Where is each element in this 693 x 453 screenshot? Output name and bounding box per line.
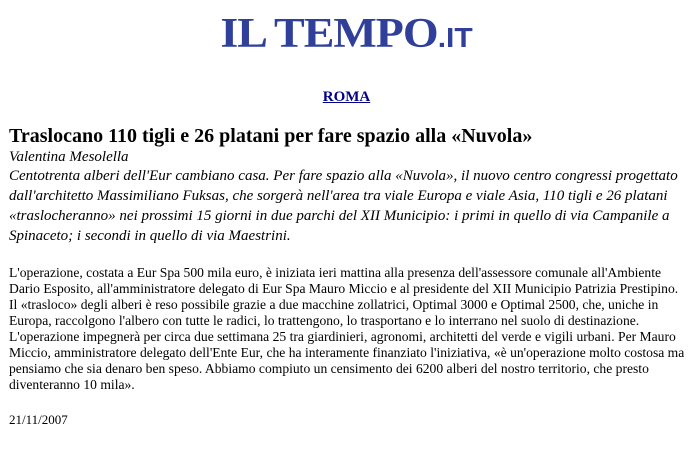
logo-wordmark [220,9,473,56]
logo-suffix-text: .IT [437,22,473,54]
masthead-logo [0,10,693,56]
article-lead: Centotrenta alberi dell'Eur cambiano casa. Per fare spazio alla «Nuvola», il nuovo centro congressi progettato dall'architetto Massimiliano Fuksas, che sorgerà nell'area tra viale Europa e viale Asia, 110 tigli e 26 platani «traslocheranno» nei prossimi 15 giorni in due parchi del XII Municipio: i primi in quello di via Campanile a Spinaceto; i secondi in quello di via Maestrini. [9,168,678,244]
article [9,124,685,428]
article-date: 21/11/2007 [9,412,68,427]
logo-main-text: IL TEMPO [220,9,438,56]
article-body: L'operazione, costata a Eur Spa 500 mila euro, è iniziata ieri mattina alla presenza dell'assessore comunale all'Ambiente Dario Esposito, all'amministratore delegato di Eur Spa Mauro Miccio e al presidente del XII Municipio Patrizia Prestipino. Il «trasloco» degli alberi è reso possibile grazie a due macchine zollatrici, Optimal 3000 e Optimal 2500, che, uniche in Europa, raccolgono l'albero con tutte le radici, lo trattengono, lo trasportano e lo interrano nel suolo di destinazione. L'operazione impegnerà per circa due settimana 25 tra giardinieri, agronomi, architetti del verde e vigili urbani. Per Mauro Miccio, amministratore delegato dell'Ente Eur, che ha interamente finanziato l'iniziativa, «è un'operazione molto costosa ma pensiamo che sia denaro ben speso. Abbiamo compiuto un censimento dei 6200 alberi del nostro territorio, che presto diventeranno 10 mila». [9,265,685,392]
article-headline: Traslocano 110 tigli e 26 platani per fare spazio alla «Nuvola» [9,125,533,147]
article-author: Valentina Mesolella [9,149,129,165]
section-link-roma[interactable]: ROMA [322,89,371,105]
